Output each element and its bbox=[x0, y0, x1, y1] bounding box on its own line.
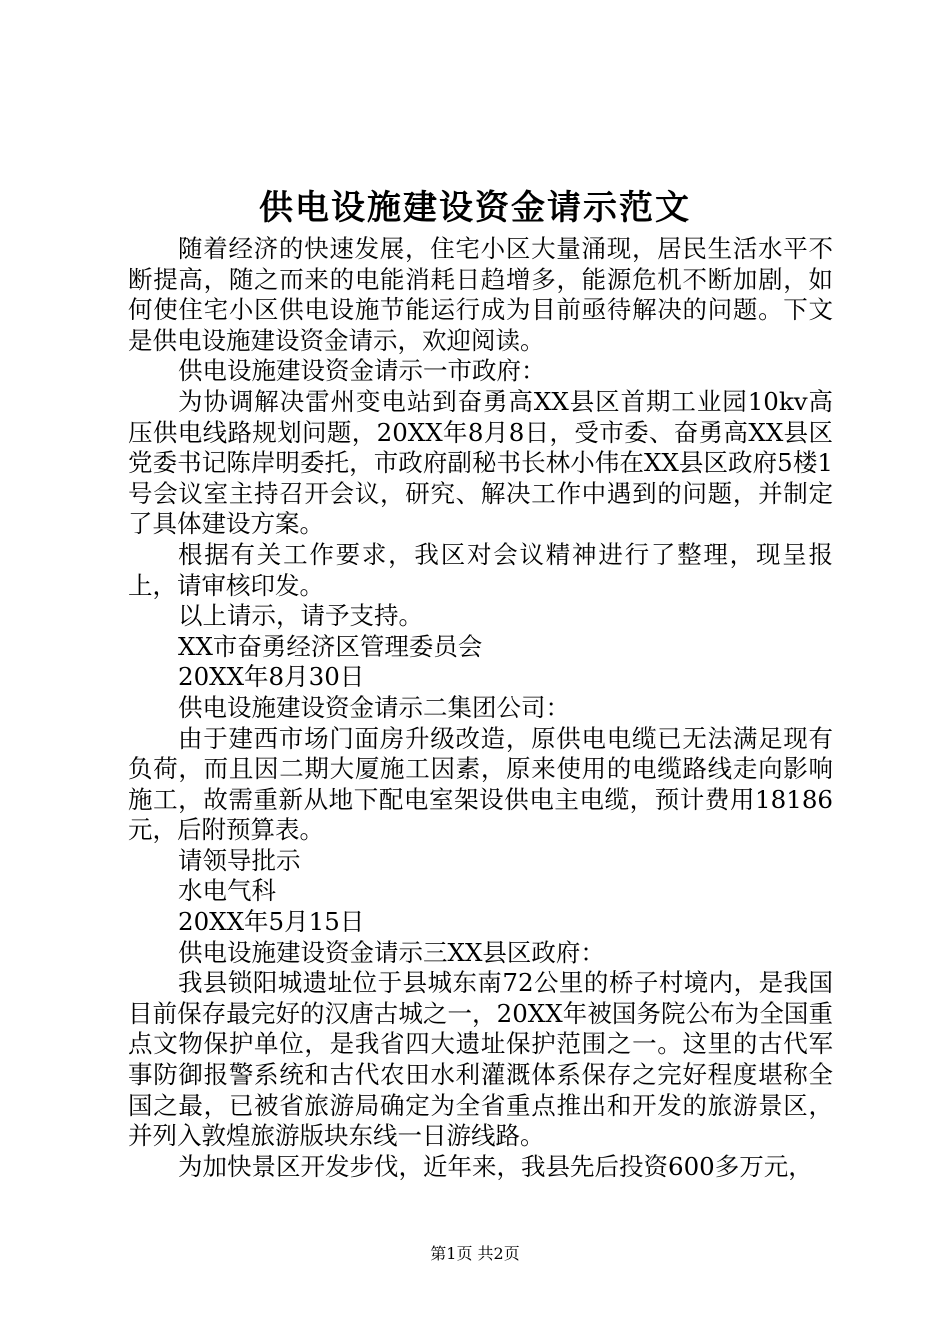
paragraph: 为加快景区开发步伐，近年来，我县先后投资600多万元， bbox=[178, 1151, 813, 1181]
paragraph-heading-1: 供电设施建设资金请示一市政府： bbox=[178, 356, 546, 386]
paragraph: 由于建西市场门面房升级改造，原供电电缆已无法满足现有负荷，而且因二期大厦施工因素，原来使用的电缆路线走向影响施工，故需重新从地下配电室架设供电主电缆，预计费用18186元，后附预算表。 bbox=[128, 723, 833, 845]
signature-date: 20XX年8月30日 bbox=[178, 662, 365, 692]
signature-org: 水电气科 bbox=[178, 876, 276, 906]
document-title: 供电设施建设资金请示范文 bbox=[259, 188, 691, 228]
signature-org: XX市奋勇经济区管理委员会 bbox=[178, 631, 483, 661]
paragraph: 为协调解决雷州变电站到奋勇高XX县区首期工业园10kv高压供电线路规划问题，20XX年8月8日，受市委、奋勇高XX县区党委书记陈岸明委托，市政府副秘书长林小伟在XX县区政府5楼1号会议室主持召开会议，研究、解决工作中遇到的问题，并制定了具体建设方案。 bbox=[128, 386, 833, 539]
paragraph-heading-2: 供电设施建设资金请示二集团公司： bbox=[178, 692, 570, 722]
paragraph-heading-3: 供电设施建设资金请示三XX县区政府： bbox=[178, 937, 605, 967]
paragraph: 我县锁阳城遗址位于县城东南72公里的桥子村境内，是我国目前保存最完好的汉唐古城之一，20XX年被国务院公布为全国重点文物保护单位，是我省四大遗址保护范围之一。这里的古代军事防御报警系统和古代农田水利灌溉体系保存之完好程度堪称全国之最，已被省旅游局确定为全省重点推出和开发的旅游景区，并列入敦煌旅游版块东线一日游线路。 bbox=[128, 968, 833, 1151]
document-body bbox=[128, 234, 833, 1182]
paragraph: 以上请示，请予支持。 bbox=[178, 601, 423, 631]
paragraph-intro: 随着经济的快速发展，住宅小区大量涌现，居民生活水平不断提高，随之而来的电能消耗日趋增多，能源危机不断加剧，如何使住宅小区供电设施节能运行成为目前亟待解决的问题。下文是供电设施建设资金请示，欢迎阅读。 bbox=[128, 234, 833, 355]
signature-date: 20XX年5月15日 bbox=[178, 907, 365, 937]
paragraph: 根据有关工作要求，我区对会议精神进行了整理，现呈报上，请审核印发。 bbox=[128, 539, 833, 600]
paragraph: 请领导批示 bbox=[178, 845, 301, 875]
page-footer: 第1页 共2页 bbox=[430, 1244, 520, 1263]
